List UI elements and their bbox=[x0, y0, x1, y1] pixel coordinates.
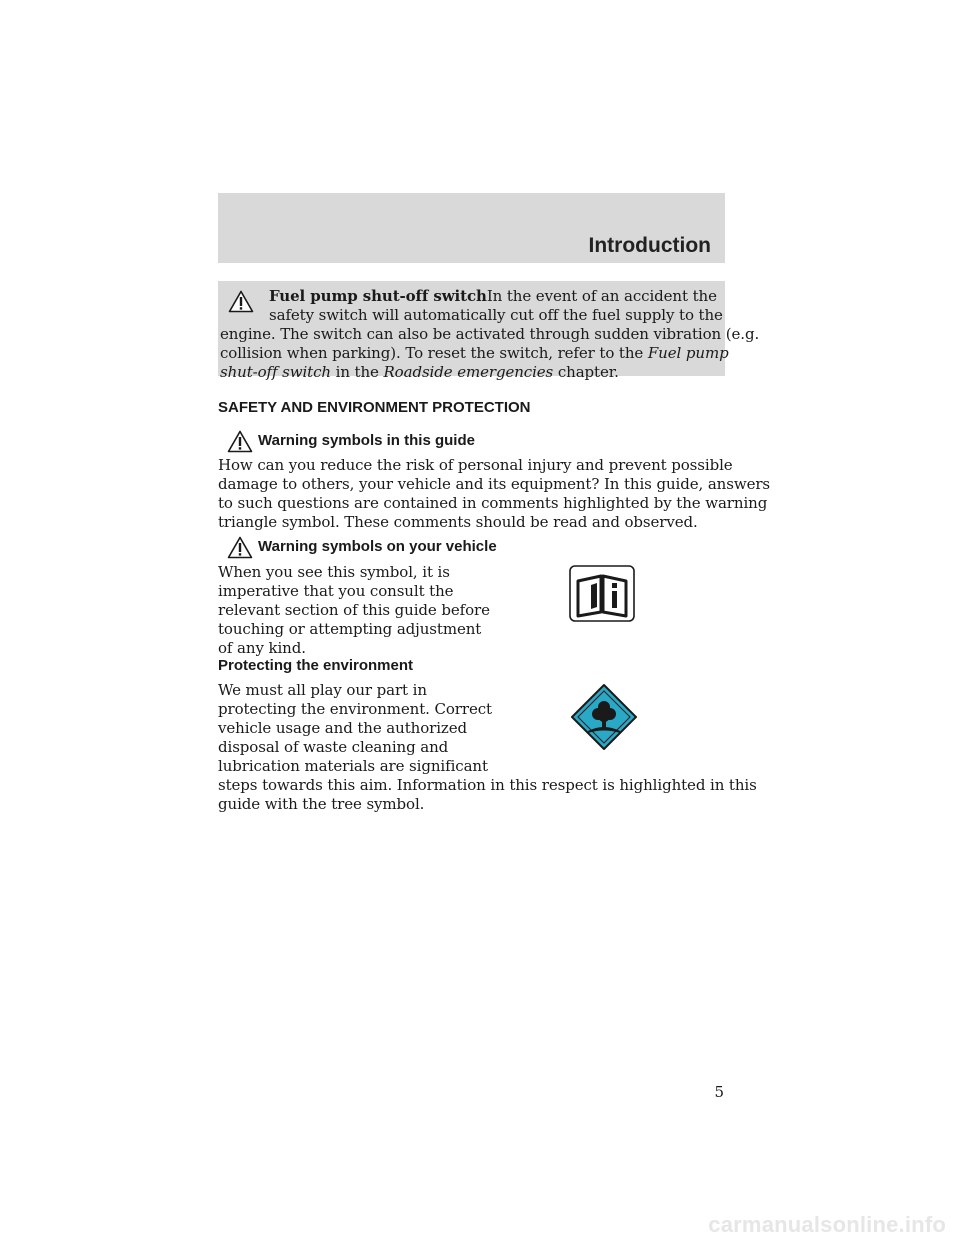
fuel-pump-warning-box bbox=[218, 281, 760, 381]
warning-triangle-icon bbox=[228, 290, 254, 313]
page-number: 5 bbox=[714, 1083, 724, 1101]
warning-line-5: shut-off switch in the Roadside emergencies chapter. bbox=[220, 363, 619, 381]
environment-heading: Protecting the environment bbox=[218, 657, 414, 674]
guide-symbols-heading: Warning symbols in this guide bbox=[258, 432, 475, 449]
owner-manual-book-icon bbox=[569, 565, 635, 622]
section-title: SAFETY AND ENVIRONMENT PROTECTION bbox=[218, 399, 531, 416]
chapter-title: Introduction bbox=[588, 234, 711, 257]
warning-triangle-icon bbox=[227, 430, 253, 453]
site-watermark: carmanualsonline.info bbox=[708, 1212, 946, 1237]
vehicle-symbols-heading: Warning symbols on your vehicle bbox=[258, 538, 497, 555]
roadside-emergencies-reference: Roadside emergencies bbox=[383, 363, 554, 381]
environment-tree-icon bbox=[570, 683, 638, 751]
fuel-pump-reference: Fuel pump bbox=[647, 344, 729, 362]
warning-line-4: collision when parking). To reset the switch, refer to the Fuel pump bbox=[220, 344, 729, 362]
warning-line-1: Fuel pump shut-off switchIn the event of an accident the bbox=[269, 287, 717, 305]
warning-triangle-icon bbox=[227, 536, 253, 559]
warning-line-2: safety switch will automatically cut off the fuel supply to the bbox=[269, 306, 723, 324]
chapter-header bbox=[218, 193, 725, 263]
warning-line-3: engine. The switch can also be activated through sudden vibration (e.g. bbox=[220, 325, 760, 343]
warning-lead: Fuel pump shut-off switch bbox=[269, 287, 487, 305]
